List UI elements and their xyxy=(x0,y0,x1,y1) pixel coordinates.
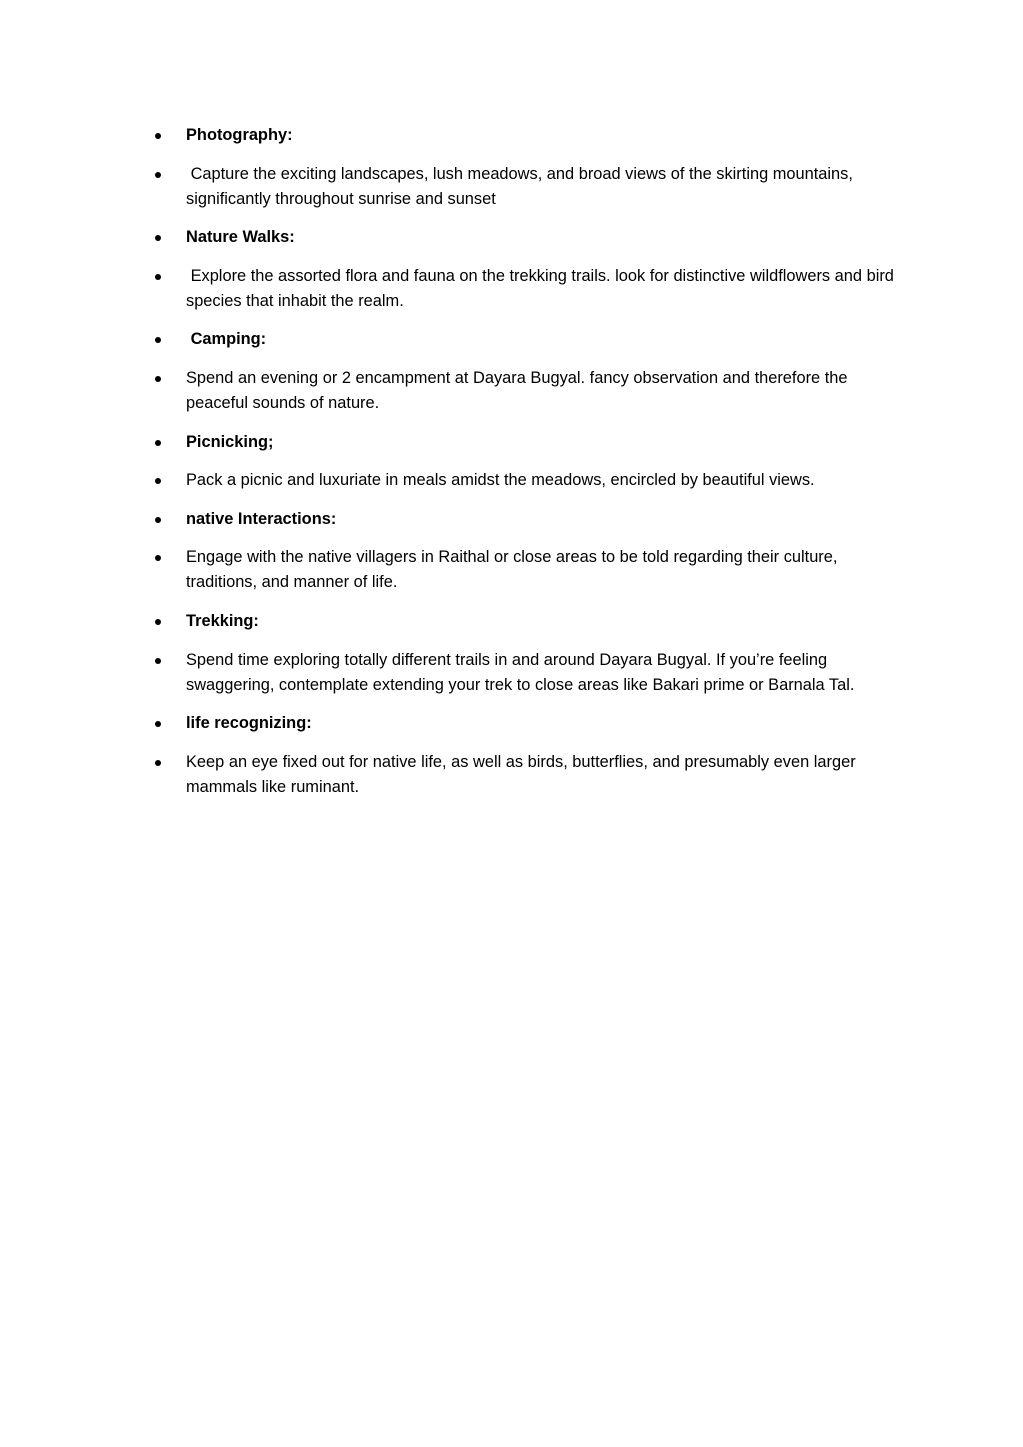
list-item-nature-walks-heading xyxy=(150,225,900,250)
list-item-camping-heading xyxy=(150,327,900,352)
list-item-text: Nature Walks: xyxy=(186,228,295,247)
list-item-nature-walks-description xyxy=(150,264,900,314)
list-item-life-recognizing-description xyxy=(150,750,900,800)
list-item-native-interactions-description xyxy=(150,545,900,595)
list-item-text: Spend an evening or 2 encampment at Dayara Bugyal. fancy observation and therefore the peaceful sounds of nature. xyxy=(186,368,848,412)
list-item-trekking-heading xyxy=(150,609,900,634)
bullet-icon xyxy=(155,274,161,280)
list-item-photography-heading xyxy=(150,123,900,148)
list-item-text: Keep an eye fixed out for native life, as well as birds, butterflies, and presumably even larger mammals like ruminant. xyxy=(186,752,856,796)
bullet-icon xyxy=(155,478,161,484)
list-item-text: Explore the assorted flora and fauna on the trekking trails. look for distinctive wildflowers and bird species that inhabit the realm. xyxy=(186,266,899,310)
bullet-icon xyxy=(155,235,161,241)
activities-bullet-list xyxy=(150,123,900,813)
list-item-text: Pack a picnic and luxuriate in meals amidst the meadows, encircled by beautiful views. xyxy=(186,471,815,490)
bullet-icon xyxy=(155,337,161,343)
list-item-camping-description xyxy=(150,366,900,416)
list-item-life-recognizing-heading xyxy=(150,711,900,736)
list-item-text: Engage with the native villagers in Raithal or close areas to be told regarding their culture, traditions, and manner of life. xyxy=(186,548,838,592)
list-item-text: Trekking: xyxy=(186,611,259,630)
bullet-icon xyxy=(155,376,161,382)
bullet-icon xyxy=(155,658,161,664)
bullet-icon xyxy=(155,555,161,561)
list-item-text: Picnicking; xyxy=(186,432,274,451)
bullet-icon xyxy=(155,619,161,625)
list-item-photography-description xyxy=(150,162,900,212)
list-item-text: Spend time exploring totally different trails in and around Dayara Bugyal. If you’re feeling swaggering, contemplate extending your trek to close areas like Bakari prime or Barnala Tal. xyxy=(186,650,855,694)
bullet-icon xyxy=(155,440,161,446)
bullet-icon xyxy=(155,721,161,727)
bullet-icon xyxy=(155,172,161,178)
bullet-icon xyxy=(155,760,161,766)
list-item-text: life recognizing: xyxy=(186,714,312,733)
bullet-icon xyxy=(155,133,161,139)
list-item-picnicking-description xyxy=(150,468,900,493)
list-item-picnicking-heading xyxy=(150,430,900,455)
list-item-trekking-description xyxy=(150,648,900,698)
list-item-text: Capture the exciting landscapes, lush meadows, and broad views of the skirting mountains, significantly throughout sunrise and sunset xyxy=(186,164,858,208)
list-item-text: Photography: xyxy=(186,126,293,144)
list-item-text: native Interactions: xyxy=(186,509,337,528)
bullet-icon xyxy=(155,517,161,523)
list-item-native-interactions-heading xyxy=(150,507,900,532)
list-item-text: Camping: xyxy=(186,330,267,349)
